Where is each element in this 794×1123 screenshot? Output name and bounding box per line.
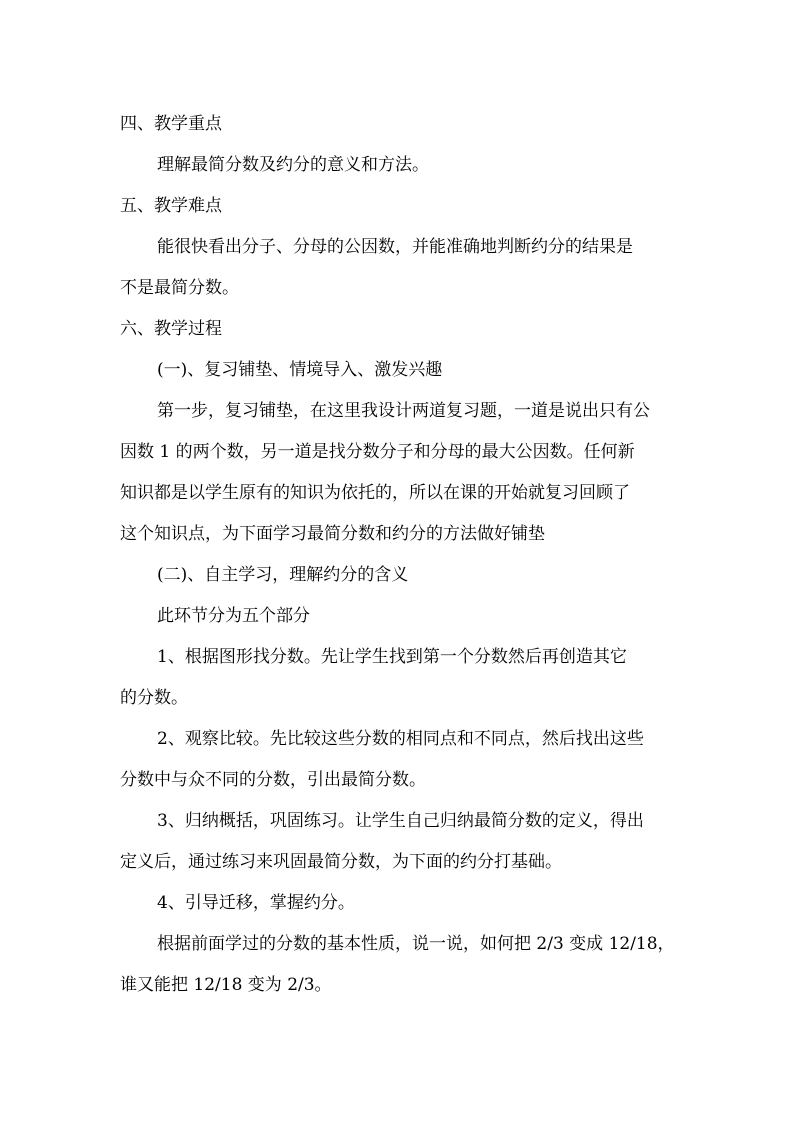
subheading-part-one: (一)、复习铺垫、情境导入、激发兴趣 xyxy=(157,360,443,380)
subheading-part-two: (二)、自主学习，理解约分的含义 xyxy=(157,565,409,585)
document-body xyxy=(120,104,680,1006)
heading-teaching-process: 六、教学过程 xyxy=(120,319,222,339)
paragraph-line: 第一步，复习铺垫，在这里我设计两道复习题，一道是说出只有公 xyxy=(157,401,650,421)
paragraph-line: 知识都是以学生原有的知识为依托的，所以在课的开始就复习回顾了 xyxy=(120,483,630,503)
paragraph-line: 因数 1 的两个数，另一道是找分数分子和分母的最大公因数。任何新 xyxy=(120,442,635,462)
paragraph-line: 定义后，通过练习来巩固最简分数，为下面的约分打基础。 xyxy=(120,852,562,872)
paragraph-line: 根据前面学过的分数的基本性质，说一说，如何把 2/3 变成 12/18， xyxy=(157,934,675,954)
paragraph-line: 这个知识点，为下面学习最简分数和约分的方法做好铺垫 xyxy=(120,524,545,544)
paragraph-line: 不是最简分数。 xyxy=(120,278,239,298)
list-item-2: 2、观察比较。先比较这些分数的相同点和不同点，然后找出这些 xyxy=(157,729,644,749)
paragraph-line: 的分数。 xyxy=(120,688,188,708)
paragraph-line: 谁又能把 12/18 变为 2/3。 xyxy=(120,975,332,995)
paragraph-line: 理解最简分数及约分的意义和方法。 xyxy=(157,155,429,175)
list-item-3: 3、归纳概括，巩固练习。让学生自己归纳最简分数的定义，得出 xyxy=(157,811,644,831)
paragraph-line: 此环节分为五个部分 xyxy=(157,606,310,626)
list-item-1: 1、根据图形找分数。先让学生找到第一个分数然后再创造其它 xyxy=(157,647,627,667)
heading-difficult-points: 五、教学难点 xyxy=(120,196,222,216)
paragraph-line: 能很快看出分子、分母的公因数，并能准确地判断约分的结果是 xyxy=(157,237,633,257)
heading-key-points: 四、教学重点 xyxy=(120,114,222,134)
list-item-4: 4、引导迁移，掌握约分。 xyxy=(157,893,355,913)
paragraph-line: 分数中与众不同的分数，引出最简分数。 xyxy=(120,770,426,790)
